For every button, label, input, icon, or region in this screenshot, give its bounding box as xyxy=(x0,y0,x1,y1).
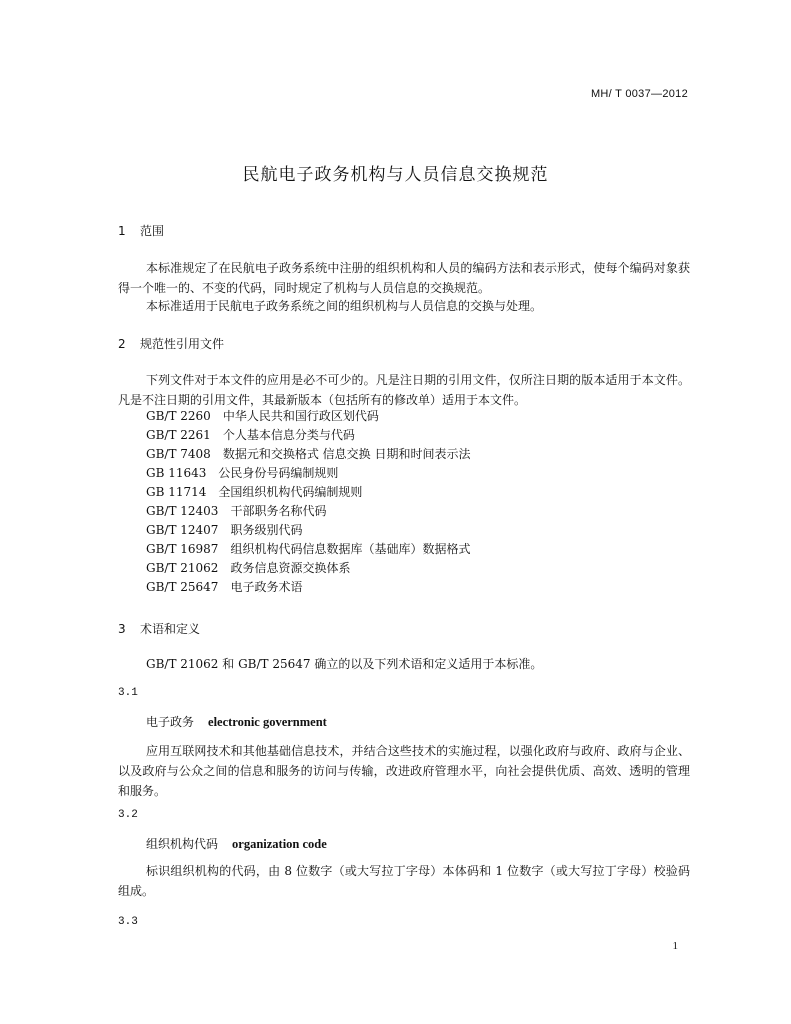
term-number: 3.3 xyxy=(118,916,138,928)
reference-title: 干部职务名称代码 xyxy=(230,504,327,518)
reference-code: GB 11714 xyxy=(146,485,207,499)
reference-item xyxy=(146,559,470,578)
paragraph: 本标准规定了在民航电子政务系统中注册的组织机构和人员的编码方法和表示形式，使每个编码对象获得一个唯一的、不变的代码，同时规定了机构与人员信息的交换规范。 xyxy=(118,261,690,295)
section-title: 规范性引用文件 xyxy=(140,337,225,351)
section-number: 3 xyxy=(118,622,126,636)
section-2-heading xyxy=(118,335,224,352)
reference-code: GB/T 25647 xyxy=(146,580,219,594)
reference-item xyxy=(146,502,470,521)
paragraph: GB/T 21062 和 GB/T 25647 确立的以及下列术语和定义适用于本标准。 xyxy=(146,657,543,671)
term-number: 3.2 xyxy=(118,809,138,821)
reference-title: 组织机构代码信息数据库（基础库）数据格式 xyxy=(230,542,471,556)
reference-title: 电子政务术语 xyxy=(230,580,303,594)
reference-item xyxy=(146,426,470,445)
paragraph: 本标准适用于民航电子政务系统之间的组织机构与人员信息的交换与处理。 xyxy=(146,299,543,313)
term-chinese: 电子政务 xyxy=(146,715,195,729)
section-number: 1 xyxy=(118,224,126,238)
section-number: 2 xyxy=(118,337,126,351)
section-title: 术语和定义 xyxy=(140,622,201,636)
reference-code: GB 11643 xyxy=(146,466,207,480)
reference-item xyxy=(146,521,470,540)
term-definition: 标识组织机构的代码，由 8 位数字（或大写拉丁字母）本体码和 1 位数字（或大写拉丁字母）校验码组成。 xyxy=(118,864,690,898)
reference-item xyxy=(146,540,470,559)
reference-code: GB/T 21062 xyxy=(146,561,219,575)
reference-title: 职务级别代码 xyxy=(230,523,303,537)
reference-title: 全国组织机构代码编制规则 xyxy=(218,485,363,499)
standard-number: MH/ T 0037—2012 xyxy=(590,88,688,100)
term-entry xyxy=(146,713,327,730)
reference-title: 个人基本信息分类与代码 xyxy=(222,428,355,442)
term-number: 3.1 xyxy=(118,687,138,699)
normative-references-list xyxy=(146,407,470,597)
reference-code: GB/T 2260 xyxy=(146,409,211,423)
reference-item xyxy=(146,483,470,502)
reference-item xyxy=(146,445,470,464)
term-entry xyxy=(146,835,327,852)
section-3-heading xyxy=(118,620,200,637)
document-title: 民航电子政务机构与人员信息交换规范 xyxy=(242,165,549,185)
reference-item xyxy=(146,464,470,483)
reference-title: 中华人民共和国行政区划代码 xyxy=(222,409,379,423)
section-title: 范围 xyxy=(140,224,165,238)
reference-code: GB/T 2261 xyxy=(146,428,211,442)
paragraph: 下列文件对于本文件的应用是必不可少的。凡是注日期的引用文件，仅所注日期的版本适用于本文件。凡是不注日期的引用文件，其最新版本（包括所有的修改单）适用于本文件。 xyxy=(118,373,690,407)
section-1-heading xyxy=(118,222,164,239)
reference-item xyxy=(146,407,470,426)
term-chinese: 组织机构代码 xyxy=(146,837,219,851)
reference-title: 数据元和交换格式 信息交换 日期和时间表示法 xyxy=(222,447,471,461)
reference-code: GB/T 12403 xyxy=(146,504,219,518)
reference-title: 政务信息资源交换体系 xyxy=(230,561,351,575)
term-english: organization code xyxy=(232,837,327,851)
reference-code: GB/T 12407 xyxy=(146,523,219,537)
reference-item xyxy=(146,578,470,597)
term-definition: 应用互联网技术和其他基础信息技术，并结合这些技术的实施过程，以强化政府与政府、政府与企业、以及政府与公众之间的信息和服务的访问与传输，改进政府管理水平，向社会提供优质、高效、透明的管理和服务。 xyxy=(118,744,690,798)
page-number: 1 xyxy=(672,940,678,952)
reference-code: GB/T 16987 xyxy=(146,542,219,556)
term-english: electronic government xyxy=(208,715,327,729)
reference-code: GB/T 7408 xyxy=(146,447,211,461)
reference-title: 公民身份号码编制规则 xyxy=(218,466,339,480)
